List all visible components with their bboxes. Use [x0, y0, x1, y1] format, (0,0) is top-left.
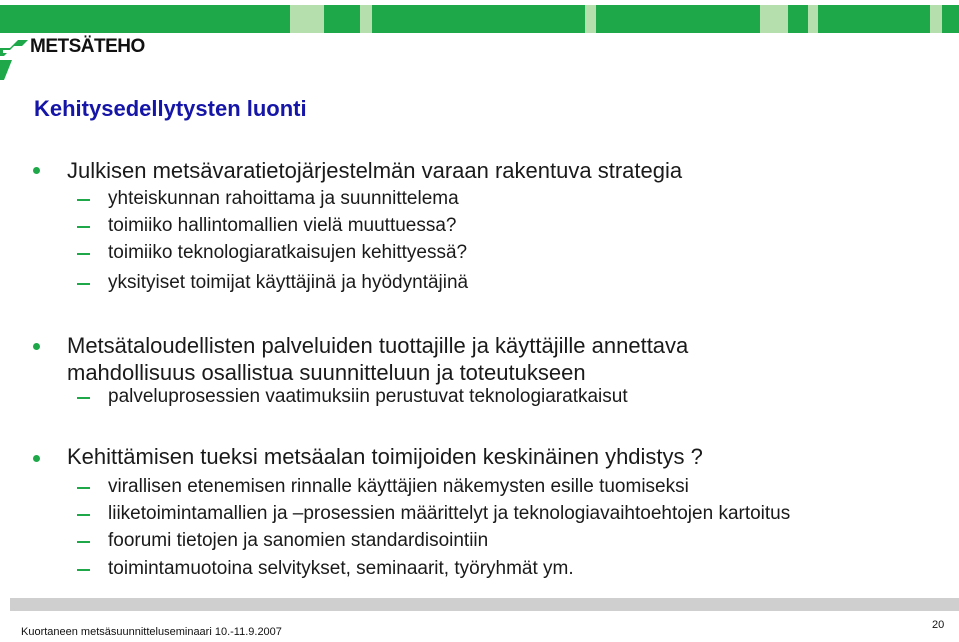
- sub-bullet-text: virallisen etenemisen rinnalle käyttäjien näkemysten esille tuomiseksi: [108, 476, 689, 497]
- bullet-icon: [33, 455, 40, 462]
- metsateho-logo: [0, 34, 175, 84]
- slide-title: Kehitysedellytysten luonti: [34, 96, 307, 121]
- dash-icon: [77, 569, 90, 571]
- sub-bullet-text: foorumi tietojen ja sanomien standardisointiin: [108, 530, 489, 551]
- header-stripe-segment: [290, 5, 324, 33]
- bullet-text: Kehittämisen tueksi metsäalan toimijoiden keskinäinen yhdistys ?: [67, 444, 703, 469]
- dash-icon: [77, 397, 90, 399]
- bullet-icon: [33, 343, 40, 350]
- sub-bullet-text: liiketoimintamallien ja –prosessien määrittelyt ja teknologiavaihtoehtojen kartoitus: [108, 503, 791, 524]
- dash-icon: [77, 199, 90, 201]
- header-stripe-segment: [360, 5, 372, 33]
- header-green-stripe: [0, 5, 959, 33]
- sub-bullet-text: toimiiko hallintomallien vielä muuttuessa?: [108, 215, 457, 236]
- page-number: 20: [932, 619, 945, 631]
- bullet-text-line-1: Metsätaloudellisten palveluiden tuottajille ja käyttäjille annettava: [67, 333, 689, 358]
- header-stripe-segment: [760, 5, 788, 33]
- dash-icon: [77, 487, 90, 489]
- dash-icon: [77, 283, 90, 285]
- bullet-text-line-2: mahdollisuus osallistua suunnitteluun ja toteutukseen: [67, 360, 586, 385]
- sub-bullet-text: toimiiko teknologiaratkaisujen kehittyessä?: [108, 242, 468, 263]
- header-stripe-segment: [930, 5, 942, 33]
- logo-mark-icon: [0, 40, 28, 80]
- dash-icon: [77, 226, 90, 228]
- dash-icon: [77, 541, 90, 543]
- dash-icon: [77, 514, 90, 516]
- bullet-text: Julkisen metsävaratietojärjestelmän varaan rakentuva strategia: [67, 158, 683, 183]
- bullet-icon: [33, 167, 40, 174]
- sub-bullet-text: toimintamuotoina selvitykset, seminaarit, työryhmät ym.: [108, 558, 574, 579]
- sub-bullet-text: palveluprosessien vaatimuksiin perustuvat teknologiaratkaisut: [108, 386, 628, 407]
- dash-icon: [77, 253, 90, 255]
- header-stripe-segment: [585, 5, 596, 33]
- sub-bullet-text: yhteiskunnan rahoittama ja suunnittelema: [108, 188, 459, 209]
- footer-text: Kuortaneen metsäsuunnitteluseminaari 10.-11.9.2007: [21, 626, 282, 638]
- sub-bullet-text: yksityiset toimijat käyttäjinä ja hyödyntäjinä: [108, 272, 469, 293]
- logo-text: METSÄTEHO: [30, 36, 145, 57]
- header-stripe-segment: [808, 5, 818, 33]
- footer-band: [10, 598, 959, 611]
